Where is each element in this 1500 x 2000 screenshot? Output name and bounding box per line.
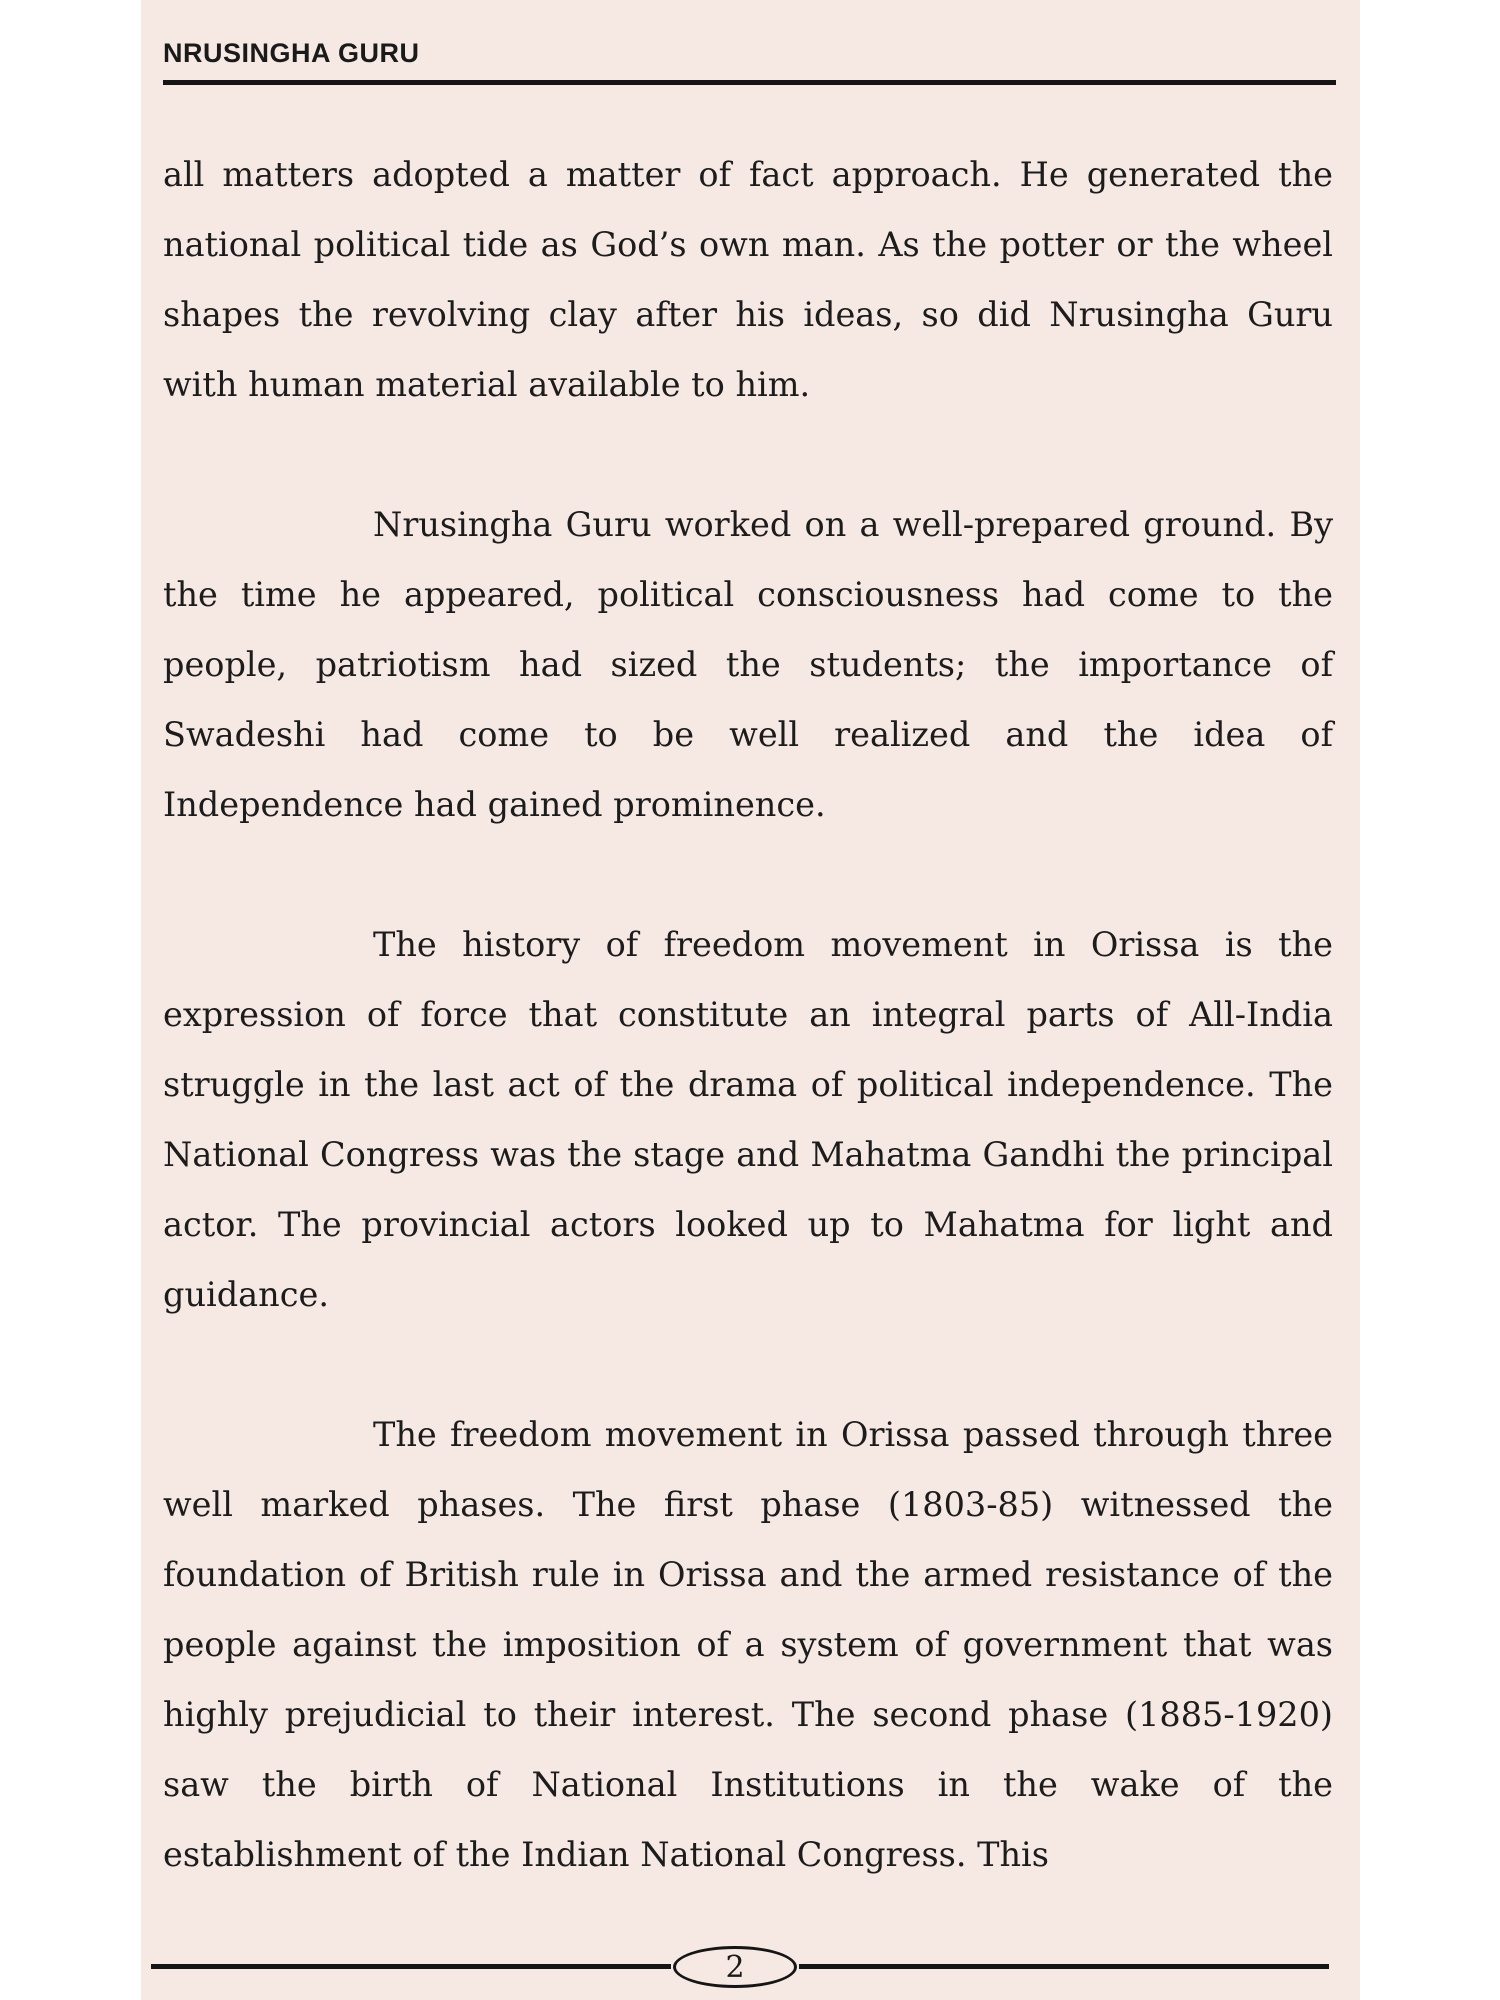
paragraph: The history of freedom movement in Orissa is the expression of force that constitute an integral parts of All-India struggle in the last act of the drama of political independence. The National Congress was the stage and Mahatma Gandhi the principal actor. The provincial actors looked up to Mahatma for light and guidance.: [163, 925, 1333, 1314]
footer-rule-right: [799, 1964, 1329, 1969]
paragraph: all matters adopted a matter of fact approach. He generated the national political tide as God’s own man. As the potter or the wheel shapes the revolving clay after his ideas, so did Nrusingha Guru with human material available to him.: [163, 155, 1333, 404]
header-rule: [163, 80, 1336, 85]
paragraph: Nrusingha Guru worked on a well-prepared ground. By the time he appeared, political consciousness had come to the people, patriotism had sized the students; the importance of Swadeshi had come to be well realized and the idea of Independence had gained prominence.: [163, 505, 1333, 824]
body-text: [163, 140, 1333, 1890]
book-page: [141, 0, 1360, 2000]
footer-rule-left: [151, 1964, 671, 1969]
paragraph: The freedom movement in Orissa passed through three well marked phases. The first phase (1803-85) witnessed the foundation of British rule in Orissa and the armed resistance of the people against the imposition of a system of government that was highly prejudicial to their interest. The second phase (1885-1920) saw the birth of National Institutions in the wake of the establishment of the Indian National Congress. This: [163, 1415, 1333, 1874]
running-head-title: NRUSINGHA GURU: [163, 38, 420, 68]
page-number: 2: [673, 1946, 797, 1988]
